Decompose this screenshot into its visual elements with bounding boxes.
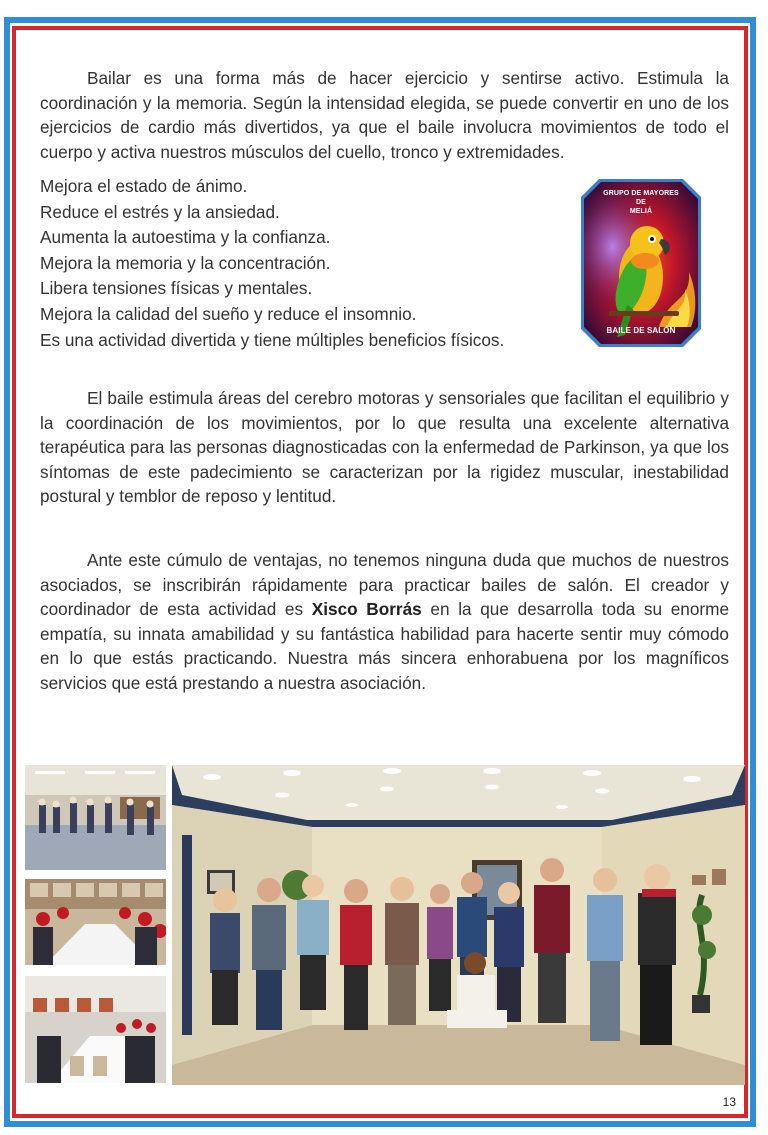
closing-text-end: en la que desarrolla toda su enorme empatía, su innata amabilidad y su fantástica habilidad para hacerte sentir muy cómodo en lo que estás practicando. Nuestra más sincera enhorabuena por los magníficos servicios que está prestando a nuestra asociación.	[40, 599, 729, 693]
logo-top-text	[579, 189, 703, 216]
benefit-item: Mejora el estado de ánimo.	[40, 176, 248, 196]
benefit-item: Reduce el estrés y la ansiedad.	[40, 201, 280, 222]
page-number: 13	[722, 1095, 736, 1109]
closing-paragraph	[40, 548, 729, 695]
benefit-item: Libera tensiones físicas y mentales.	[40, 278, 313, 299]
benefit-item: Es una actividad divertida y tiene múltiples beneficios físicos.	[40, 329, 505, 350]
intro-paragraph	[40, 66, 729, 164]
logo-bottom-text: BAILE DE SALÓN	[606, 326, 676, 335]
logo-line: GRUPO DE MAYORES	[603, 190, 679, 197]
logo-line: DE	[636, 199, 646, 206]
coordinator-name: Xisco Borrás	[311, 599, 422, 619]
benefit-item: Mejora la calidad del sueño y reduce el insomnio.	[40, 303, 417, 324]
parkinson-text: El baile estimula áreas del cerebro motoras y sensoriales que facilitan el equilibrio y la coordinación de los movimientos, por lo que resulta una excelente alternativa terapéutica para las personas diagnosticadas con la enfermedad de Parkinson, ya que los síntomas de este padecimiento se caracterizan por la rigidez muscular, inestabilidad postural y temblor de reposo y lentitud.	[40, 388, 729, 506]
logo-line: MELIÁ	[629, 208, 653, 215]
christmas-dinner-photo	[25, 976, 166, 1083]
parkinson-paragraph	[40, 386, 729, 509]
benefit-item: Mejora la memoria y la concentración.	[40, 252, 331, 273]
benefits-list	[40, 174, 504, 353]
benefit-item: Aumenta la autoestima y la confianza.	[40, 227, 331, 248]
closing-text-start: Ante este cúmulo de ventajas, no tenemos ninguna duda que muchos de nuestros asociados, se inscribirán rápidamente para practicar bailes de salón. El creador y coordinador de esta actividad es	[40, 550, 729, 619]
intro-text: Bailar es una forma más de hacer ejercicio y sentirse activo. Estimula la coordinación y la memoria. Según la intensidad elegida, se puede convertir en uno de los ejercicios de cardio más divertidos, ya que el baile involucra movimientos de todo el cuerpo y activa nuestros músculos del cuello, tronco y extremidades.	[40, 68, 729, 162]
dance-class-photo	[25, 765, 166, 870]
group-dinner-photo	[25, 879, 166, 965]
group-logo	[579, 177, 703, 349]
dance-group-photo	[172, 765, 745, 1085]
